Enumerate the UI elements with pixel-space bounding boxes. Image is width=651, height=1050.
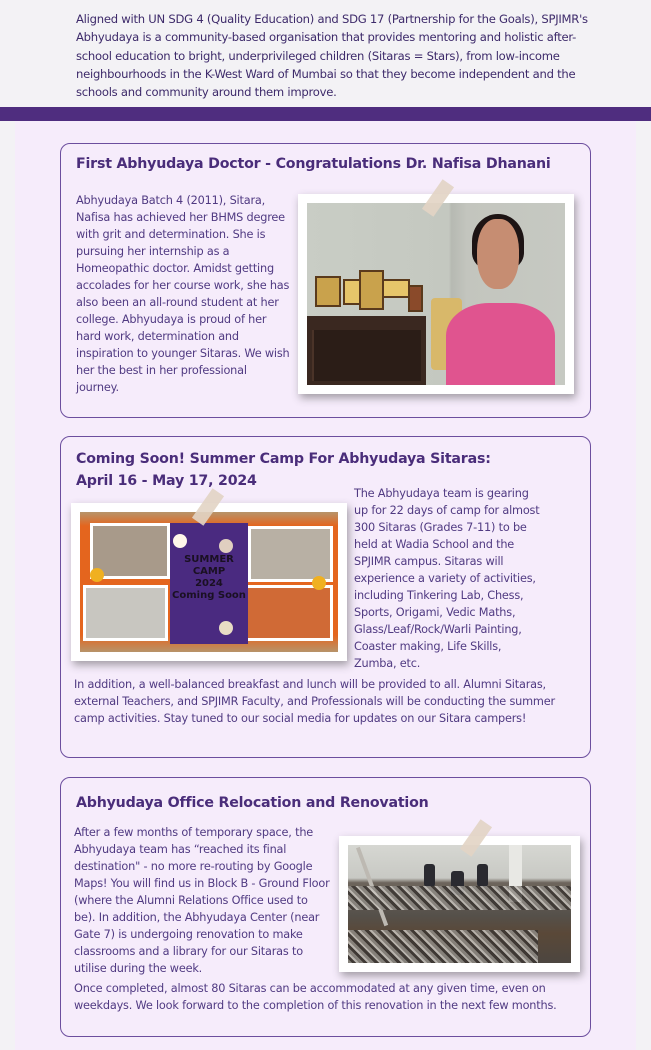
poster-text: SUMMER CAMP 2024 Coming Soon <box>172 554 246 601</box>
article-body-full: In addition, a well-balanced breakfast and lunch will be provided to all. Alumni Sitaras, external Teachers, and SPJIMR Faculty, and Professionals will be conducting the summer camp activities. Stay tuned to our social media for updates on our Sitara campers! <box>74 678 555 725</box>
divider-band <box>0 107 651 121</box>
article-body-side: After a few months of temporary space, the Abhyudaya team has “reached its final destination" - no more re-routing by Google Maps! You will find us in Block B - Ground Floor (where the Alumni Relations Office used to be). In addition, the Abhyudaya Center (near Gate 7) is undergoing renovation to make classrooms and a library for our Sitaras to utilise during the week. <box>74 826 330 975</box>
doctor-photo <box>298 194 574 394</box>
summer-camp-poster <box>71 503 347 661</box>
article-card-office-relocation <box>60 777 591 1037</box>
renovation-photo <box>339 836 580 972</box>
article-card-doctor <box>60 143 591 418</box>
article-title-line1: Coming Soon! Summer Camp For Abhyudaya Sitaras: <box>76 451 491 467</box>
article-body-full: Once completed, almost 80 Sitaras can be accommodated at any given time, even on weekdays. We look forward to the completion of this renovation in the next few months. <box>74 982 557 1012</box>
article-body: Abhyudaya Batch 4 (2011), Sitara, Nafisa has achieved her BHMS degree with grit and determination. She is pursuing her internship as a Homeopathic doctor. Amidst getting accolades for her course work, she has also been an all-round student at her college. Abhyudaya is proud of her hard work, determination and inspiration to younger Sitaras. We wish her the best in her professional journey. <box>76 194 290 394</box>
article-title-date: April 16 - May 17, 2024 <box>76 473 257 489</box>
article-title: Abhyudaya Office Relocation and Renovation <box>76 795 429 811</box>
article-title: First Abhyudaya Doctor - Congratulations Dr. Nafisa Dhanani <box>76 156 551 172</box>
article-card-summer-camp <box>60 436 591 758</box>
article-body-side: The Abhyudaya team is gearing up for 22 days of camp for almost 300 Sitaras (Grades 7-11) to be held at Wadia School and the SPJIMR campus. Sitaras will experience a variety of activities, including Tinkering Lab, Chess, Sports, Origami, Vedic Maths, Glass/Leaf/Rock/Warli Painting, Coaster making, Life Skills, Zumba, etc. <box>354 487 540 670</box>
intro-paragraph: Aligned with UN SDG 4 (Quality Education) and SDG 17 (Partnership for the Goals), SPJIMR's Abhyudaya is a community-based organisation that provides mentoring and holistic after-school education to bright, underprivileged children (Sitaras = Stars), from low-income neighbourhoods in the K-West Ward of Mumbai so that they become independent and the schools and community around them improve. <box>76 12 588 100</box>
